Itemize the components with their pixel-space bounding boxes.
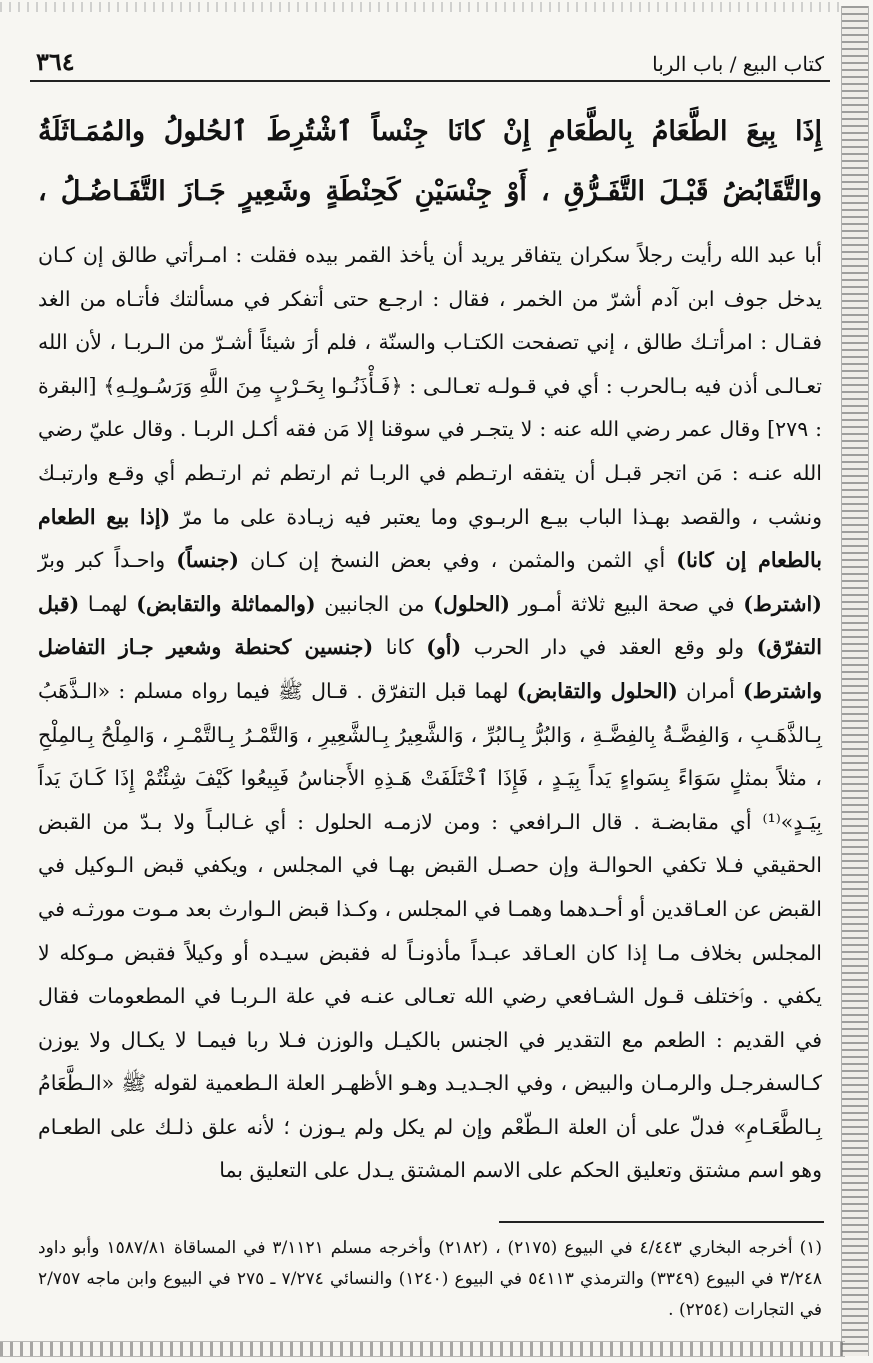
commentary-span: أبا عبد الله رأيت رجلاً سكران يتفاقر يريد أن يأخذ القمر بيده فقلت : امـرأتي طالق إن كـان يدخل جوف ابن آدم أشرّ من الخمر ، فقال : ارجـع حتى أتفكر في مسألتك فأتـاه من الغد فقـال : امرأتـك طالق ، إني تصفحت الكتـاب والسنّة ، فلم أرَ شيئاً أشـرّ من الـربـا ، لأن الله تعـالـى أذن فيه بـالحرب : أي في قـولـه تعـالـى : ﴿فَـأْذَنُـوا بِحَـرْبٍ مِنَ اللَّهِ وَرَسُـولِـهِ﴾ [البقرة : ٢٧٩] وقال عمر رضي الله عنه : لا يتجـر في سوقنا إلا مَن فقه أكـل الربـا . وقال عليّ رضي الله عنـه : مَن اتجر قبـل أن يتفقه ارتـطم في الربـا ثم ارتطم ثم ارتـطم أي وقـع وارتبـك ونشب ، والقصد بهـذا الباب بيـع الربـوي وما يعتبر فيه زيـادة على ما مرّ xyxy=(38,243,822,529)
commentary-span: لهمـا xyxy=(87,591,128,616)
matn-text xyxy=(30,102,830,224)
commentary-text xyxy=(30,234,830,1193)
bold-quote: (جنساً) xyxy=(176,548,240,573)
bold-quote: (الحلول) xyxy=(433,591,510,616)
bold-quote: (جنسين كحنطة وشعير جـاز التفاضل واشترط) xyxy=(38,635,822,703)
page-number: ٣٦٤ xyxy=(36,47,75,76)
running-header xyxy=(30,40,830,82)
commentary-span: واحـداً كبر وبرّ xyxy=(38,548,166,573)
footnotes xyxy=(30,1233,830,1326)
commentary-span: لهما قبل التفرّق . قـال ﷺ فيما رواه مسلم : «الـذَّهَبُ بِـالذَّهَـبِ ، وَالفِضَّـةُ بِالفِضَّـةِ ، وَالبُرُّ بِـالبُرِّ ، وَالشَّعِيرُ بِـالشَّعِيرِ ، وَالتَّمْـرُ بِـالتَّمْـرِ ، وَالمِلْحُ بِـالمِلْحِ ، مثلاً بمثلٍ سَوَاءً بِسَواءٍ يَداً بِيَـدٍ ، فَإِذَا ٱخْتَلَفَتْ هَـذِهِ الأَجناسُ فَبِيعُوا كَيْفَ شِئْتُمْ إِذَا كَـانَ يَداً بِيَـدٍ»⁽¹⁾ أي مقابضـة . قال الـرافعي : ومن لازمـه الحلول : أي غـالبـاً ولا بـدّ من القبض الحقيقي فـلا تكفي الحوالـة وإن حصـل القبض بهـا في المجلس ، ويكفي قبض الـوكيل في القبض عن العـاقدين أو أحـدهما وهمـا في المجلس ، وكـذا قبض الـوارث بعد مـوت مورثـه في المجلس بخلاف مـا إذا كان العـاقد عبـداً مأذونـاً له فقبض سيـده أو وكيلاً فقبض مـوكله لا يكفي . وٱختلف قـول الشـافعي رضي الله تعـالى عنـه في علة الـربـا في المطعومات فقال في القديم : الطعم مع التقدير في الجنس بالكيـل والوزن فـلا ربا فيمـا لا يكـال ولا يوزن كـالسفرجـل والرمـان والبيض ، وفي الجـديـد وهـو الأظهـر العلة الـطعمية لقوله ﷺ «الـطَّعَامُ بِـالطَّعَـامِ» فدلّ على أن العلة الـطّعْم وإن لم يكل ولم يـوزن ؛ لأنه علق ذلـك على الطعـام وهو اسم مشتق وتعليق الحكم على الاسم المشتق يـدل على التعليق بما xyxy=(38,678,822,1183)
bold-quote: (قبل التفرّق) xyxy=(38,591,822,660)
footnote-item: (١) أخرجه البخاري ٤/٤٤٣ في البيوع (٢١٧٥) ، (٢١٨٢) وأخرجه مسلم ٣/١١٢١ في المساقاة ١٥٨٧/٨١ وأبو داود ٣/٢٤٨ في البيوع (٣٣٤٩) والترمذي ٥٤١١٣ في البيوع (١٢٤٠) والنسائي ٧/٢٧٤ ـ ٢٧٥ في البيوع وابن ماجه ٢/٧٥٧ في التجارات (٢٢٥٤) . xyxy=(38,1238,823,1321)
decorative-border-bottom xyxy=(0,1341,845,1357)
bold-quote: (والمماثلة والتقابض) xyxy=(136,591,316,616)
bold-quote: (اشترط) xyxy=(743,591,822,616)
commentary-span: أي الثمن والمثمن ، وفي بعض النسخ إن كـان xyxy=(250,548,666,573)
commentary-span: كانا xyxy=(385,635,414,660)
footnote-divider xyxy=(499,1221,824,1223)
commentary-span: في صحة البيع ثلاثة أمـور xyxy=(518,591,735,616)
decorative-border-right xyxy=(841,6,869,1356)
commentary-span: من الجانبين xyxy=(324,591,425,616)
bold-quote: (أو) xyxy=(426,635,462,660)
bold-quote: (الحلول والتقابض) xyxy=(516,678,678,703)
commentary-paragraph xyxy=(38,234,822,1193)
page-content xyxy=(30,40,830,1326)
chapter-title: كتاب البيع / باب الربا xyxy=(652,52,824,76)
bold-quote: (إذا بيع الطعام بالطعام إن كانا) xyxy=(38,504,822,573)
decorative-border-top xyxy=(0,2,845,12)
matn-line: إِذَا بِيعَ الطَّعَامُ بِالطَّعَامِ إِنْ كانَا جِنْساً ٱشْتُرِطَ ٱلحُلولُ والمُمَـاثَلَةُ والتَّقَابُضُ قَبْـلَ التَّفَـرُّقِ ، أَوْ جِنْسَيْنِ كَحِنْطَةٍ وشَعِيرٍ جَـازَ التَّفَـاضُـلُ ، xyxy=(38,116,822,207)
commentary-span: أمران xyxy=(686,678,735,703)
commentary-span: ولو وقع العقد في دار الحرب xyxy=(473,635,745,660)
